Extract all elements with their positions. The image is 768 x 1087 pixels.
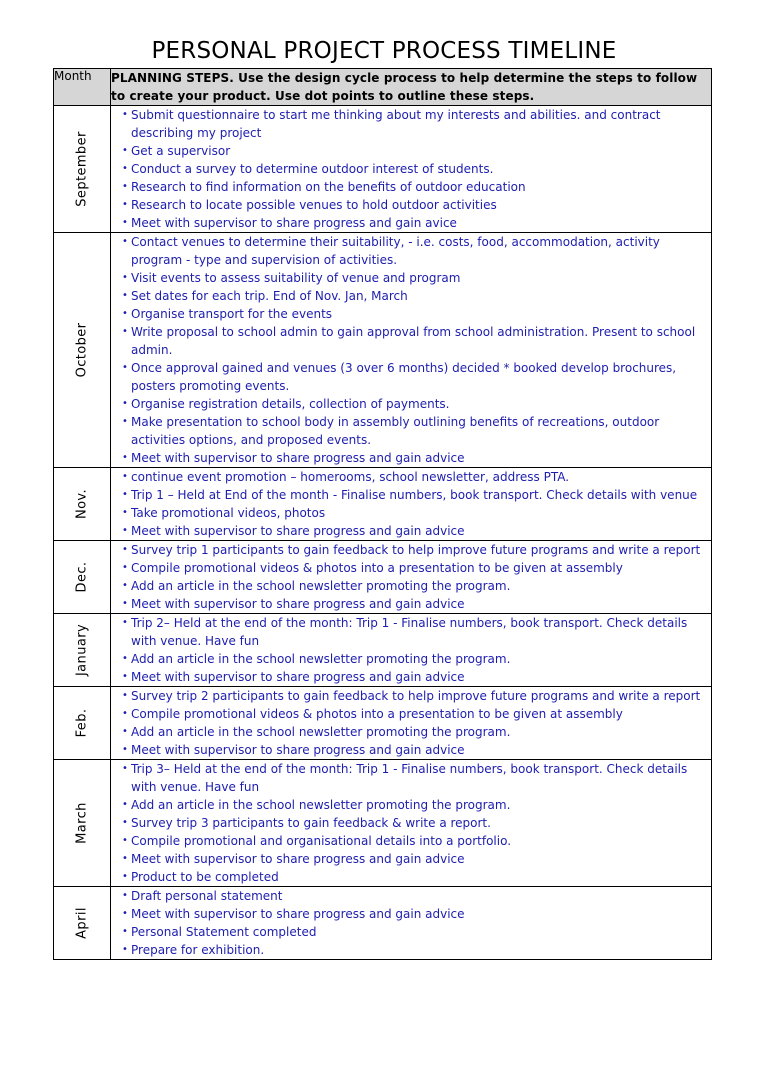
list-item — [122, 832, 709, 850]
step-text: Add an article in the school newsletter promoting the program. — [131, 798, 511, 812]
step-text: Make presentation to school body in assembly outlining benefits of recreations, outdoor activities options, and proposed events. — [131, 415, 660, 447]
step-text: Meet with supervisor to share progress and gain advice — [131, 907, 465, 921]
step-text: Contact venues to determine their suitability, - i.e. costs, food, accommodation, activity program - type and supervision of activities. — [131, 235, 660, 267]
step-text: Set dates for each trip. End of Nov. Jan, March — [131, 289, 408, 303]
list-item — [122, 160, 709, 178]
bullet-icon: • — [122, 236, 128, 247]
bullet-icon: • — [122, 853, 128, 864]
step-text: Add an article in the school newsletter promoting the program. — [131, 579, 511, 593]
list-item — [122, 650, 709, 668]
list-item — [122, 178, 709, 196]
step-text: Add an article in the school newsletter promoting the program. — [131, 725, 511, 739]
bullet-icon: • — [122, 890, 128, 901]
bullet-icon: • — [122, 398, 128, 409]
list-item — [122, 468, 709, 486]
table-row — [54, 887, 712, 960]
table-row — [54, 760, 712, 887]
table-row — [54, 106, 712, 233]
step-text: Organise transport for the events — [131, 307, 333, 321]
bullet-icon: • — [122, 362, 128, 373]
month-label: April — [74, 907, 90, 939]
steps-list — [111, 760, 711, 886]
bullet-icon: • — [122, 799, 128, 810]
step-text: Organise registration details, collection of payments. — [131, 397, 450, 411]
bullet-icon: • — [122, 217, 128, 228]
bullet-icon: • — [122, 507, 128, 518]
steps-list — [111, 106, 711, 232]
month-cell — [54, 106, 111, 233]
steps-list — [111, 614, 711, 686]
list-item — [122, 687, 709, 705]
list-item — [122, 723, 709, 741]
list-item — [122, 196, 709, 214]
step-text: Meet with supervisor to share progress and gain avice — [131, 216, 457, 230]
steps-cell — [111, 760, 712, 887]
month-cell — [54, 468, 111, 541]
list-item — [122, 269, 709, 287]
month-cell — [54, 760, 111, 887]
bullet-icon: • — [122, 272, 128, 283]
list-item — [122, 796, 709, 814]
table-row — [54, 233, 712, 468]
list-item — [122, 486, 709, 504]
steps-list — [111, 687, 711, 759]
step-text: Survey trip 1 participants to gain feedback to help improve future programs and write a report — [131, 543, 701, 557]
steps-list — [111, 233, 711, 467]
list-item — [122, 541, 709, 559]
bullet-icon: • — [122, 617, 128, 628]
list-item — [122, 323, 709, 359]
bullet-icon: • — [122, 471, 128, 482]
bullet-icon: • — [122, 452, 128, 463]
bullet-icon: • — [122, 181, 128, 192]
steps-cell — [111, 541, 712, 614]
bullet-icon: • — [122, 489, 128, 500]
bullet-icon: • — [122, 290, 128, 301]
step-text: Survey trip 2 participants to gain feedback to help improve future programs and write a report — [131, 689, 701, 703]
bullet-icon: • — [122, 163, 128, 174]
bullet-icon: • — [122, 817, 128, 828]
list-item — [122, 760, 709, 796]
step-text: Once approval gained and venues (3 over 6 months) decided * booked develop brochures, posters promoting events. — [131, 361, 677, 393]
list-item — [122, 214, 709, 232]
step-text: Write proposal to school admin to gain approval from school administration. Present to school admin. — [131, 325, 696, 357]
bullet-icon: • — [122, 525, 128, 536]
month-label: Nov. — [74, 488, 90, 520]
month-cell — [54, 541, 111, 614]
list-item — [122, 941, 709, 959]
step-text: Trip 2– Held at the end of the month: Trip 1 - Finalise numbers, book transport. Check details with venue. Have fun — [131, 616, 688, 648]
table-header-row — [54, 69, 712, 106]
bullet-icon: • — [122, 308, 128, 319]
bullet-icon: • — [122, 544, 128, 555]
step-text: Trip 3– Held at the end of the month: Trip 1 - Finalise numbers, book transport. Check details with venue. Have fun — [131, 762, 688, 794]
steps-cell — [111, 106, 712, 233]
step-text: Meet with supervisor to share progress and gain advice — [131, 852, 465, 866]
step-text: Meet with supervisor to share progress and gain advice — [131, 597, 465, 611]
list-item — [122, 887, 709, 905]
bullet-icon: • — [122, 562, 128, 573]
list-item — [122, 305, 709, 323]
steps-cell — [111, 468, 712, 541]
bullet-icon: • — [122, 871, 128, 882]
bullet-icon: • — [122, 690, 128, 701]
list-item — [122, 233, 709, 269]
table-row — [54, 468, 712, 541]
step-text: Submit questionnaire to start me thinking about my interests and abilities. and contract describing my project — [131, 108, 661, 140]
list-item — [122, 614, 709, 650]
month-label: September — [74, 131, 90, 207]
step-text: Compile promotional videos & photos into a presentation to be given at assembly — [131, 707, 623, 721]
list-item — [122, 413, 709, 449]
bullet-icon: • — [122, 671, 128, 682]
month-label: March — [74, 802, 90, 844]
step-text: Meet with supervisor to share progress and gain advice — [131, 670, 465, 684]
table-row — [54, 541, 712, 614]
step-text: Meet with supervisor to share progress and gain advice — [131, 451, 465, 465]
steps-cell — [111, 687, 712, 760]
bullet-icon: • — [122, 708, 128, 719]
list-item — [122, 359, 709, 395]
step-text: Add an article in the school newsletter promoting the program. — [131, 652, 511, 666]
list-item — [122, 595, 709, 613]
bullet-icon: • — [122, 726, 128, 737]
bullet-icon: • — [122, 926, 128, 937]
bullet-icon: • — [122, 109, 128, 120]
list-item — [122, 905, 709, 923]
month-label: October — [74, 322, 90, 378]
steps-list — [111, 468, 711, 540]
list-item — [122, 106, 709, 142]
step-text: continue event promotion – homerooms, school newsletter, address PTA. — [131, 470, 570, 484]
list-item — [122, 741, 709, 759]
step-text: Personal Statement completed — [131, 925, 317, 939]
steps-cell — [111, 887, 712, 960]
step-text: Survey trip 3 participants to gain feedback & write a report. — [131, 816, 491, 830]
list-item — [122, 287, 709, 305]
step-text: Meet with supervisor to share progress and gain advice — [131, 743, 465, 757]
step-text: Prepare for exhibition. — [131, 943, 265, 957]
bullet-icon: • — [122, 763, 128, 774]
month-cell — [54, 687, 111, 760]
list-item — [122, 559, 709, 577]
step-text: Compile promotional and organisational details into a portfolio. — [131, 834, 512, 848]
step-text: Product to be completed — [131, 870, 279, 884]
page-title: PERSONAL PROJECT PROCESS TIMELINE — [151, 38, 617, 64]
steps-cell — [111, 614, 712, 687]
table-row — [54, 614, 712, 687]
bullet-icon: • — [122, 199, 128, 210]
month-column-header: Month — [54, 69, 111, 106]
step-text: Get a supervisor — [131, 144, 231, 158]
month-label: Feb. — [74, 708, 90, 738]
step-text: Visit events to assess suitability of venue and program — [131, 271, 461, 285]
step-text: Draft personal statement — [131, 889, 283, 903]
step-text: Take promotional videos, photos — [131, 506, 326, 520]
list-item — [122, 850, 709, 868]
bullet-icon: • — [122, 908, 128, 919]
bullet-icon: • — [122, 416, 128, 427]
steps-list — [111, 887, 711, 959]
bullet-icon: • — [122, 944, 128, 955]
step-text: Trip 1 – Held at End of the month - Finalise numbers, book transport. Check details with venue — [131, 488, 698, 502]
step-text: Conduct a survey to determine outdoor interest of students. — [131, 162, 494, 176]
list-item — [122, 504, 709, 522]
bullet-icon: • — [122, 145, 128, 156]
list-item — [122, 449, 709, 467]
steps-list — [111, 541, 711, 613]
list-item — [122, 868, 709, 886]
list-item — [122, 142, 709, 160]
bullet-icon: • — [122, 580, 128, 591]
steps-cell — [111, 233, 712, 468]
list-item — [122, 705, 709, 723]
list-item — [122, 668, 709, 686]
list-item — [122, 577, 709, 595]
list-item — [122, 395, 709, 413]
step-text: Meet with supervisor to share progress and gain advice — [131, 524, 465, 538]
step-text: Compile promotional videos & photos into a presentation to be given at assembly — [131, 561, 623, 575]
month-label: January — [74, 623, 90, 677]
table-row — [54, 687, 712, 760]
bullet-icon: • — [122, 326, 128, 337]
bullet-icon: • — [122, 835, 128, 846]
month-cell — [54, 887, 111, 960]
timeline-table — [53, 68, 712, 960]
list-item — [122, 522, 709, 540]
month-label: Dec. — [74, 561, 90, 593]
list-item — [122, 923, 709, 941]
bullet-icon: • — [122, 598, 128, 609]
step-text: Research to locate possible venues to hold outdoor activities — [131, 198, 497, 212]
timeline-body — [54, 106, 712, 960]
list-item — [122, 814, 709, 832]
bullet-icon: • — [122, 744, 128, 755]
month-cell — [54, 233, 111, 468]
step-text: Research to find information on the benefits of outdoor education — [131, 180, 526, 194]
month-cell — [54, 614, 111, 687]
bullet-icon: • — [122, 653, 128, 664]
steps-column-header: PLANNING STEPS. Use the design cycle process to help determine the steps to follow to create your product. Use dot points to outline these steps. — [111, 69, 712, 106]
